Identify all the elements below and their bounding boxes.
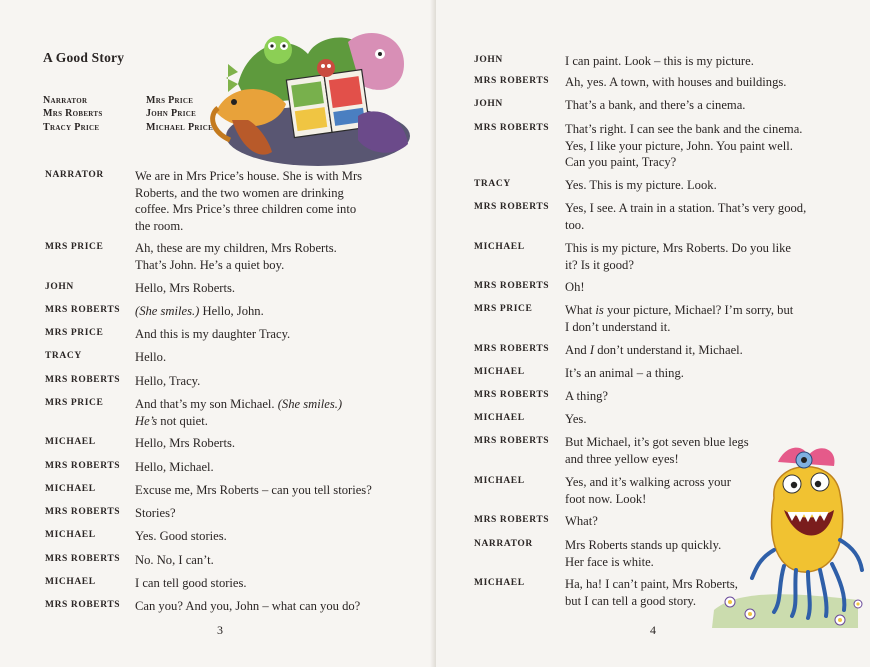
speaker-name: MRS ROBERTS: [45, 461, 121, 471]
line-text: And this is my daughter Tracy.: [135, 327, 291, 341]
line-text: Can you? And you, John – what can you do?: [135, 599, 361, 613]
text-row: [135, 413, 415, 430]
text-row: [135, 396, 415, 413]
line-text: I can paint. Look – this is my picture.: [565, 54, 754, 68]
speaker-name: MRS ROBERTS: [45, 600, 121, 610]
text-row: Yes, and it’s walking across your: [565, 475, 731, 489]
text-segment: your picture, Michael? I’m sorry, but: [603, 303, 794, 317]
text-row: Yes, I like your picture, John. You paint well.: [565, 138, 793, 153]
line-text: No. No, I can’t.: [135, 553, 214, 567]
text-row: Mrs Roberts stands up quickly.: [565, 538, 722, 552]
text-row: That’s John. He’s a quiet boy.: [135, 257, 285, 272]
line-text: [565, 302, 840, 335]
speaker-name: MICHAEL: [45, 484, 96, 494]
text-row: [565, 302, 840, 319]
speaker-name: MRS ROBERTS: [474, 515, 550, 525]
page-number: 4: [650, 623, 656, 637]
line-text: A thing?: [565, 389, 609, 403]
speaker-name: MICHAEL: [45, 437, 96, 447]
text-row: it? Is it good?: [565, 257, 634, 272]
speaker-name: MRS ROBERTS: [474, 281, 550, 291]
text-row: Yes, I see. A train in a station. That’s very good,: [565, 201, 807, 215]
text-segment: And that’s my son Michael.: [135, 397, 275, 411]
cast-name: John Price: [146, 108, 197, 120]
line-text: Ah, yes. A town, with houses and buildings.: [565, 75, 787, 89]
line-text: That’s a bank, and there’s a cinema.: [565, 98, 746, 112]
speaker-name: MRS ROBERTS: [45, 375, 121, 385]
cast-name: Mrs Price: [146, 95, 194, 106]
speaker-name: MRS PRICE: [45, 242, 104, 252]
text-row: Roberts, and the two women are drinking: [135, 185, 344, 200]
speaker-name: MRS ROBERTS: [474, 76, 550, 86]
cast-name: Narrator: [43, 95, 88, 106]
speaker-name: JOHN: [474, 55, 503, 65]
text-segment: What: [565, 303, 596, 317]
text-row: too.: [565, 217, 585, 232]
line-text: Hello, Mrs Roberts.: [135, 436, 236, 450]
speaker-name: JOHN: [45, 282, 74, 292]
line-text: Hello, Tracy.: [135, 374, 201, 388]
speaker-name: TRACY: [45, 351, 82, 361]
text-row: the room.: [135, 218, 184, 233]
text-row: but I can tell a good story.: [565, 593, 697, 608]
text-row: I don’t understand it.: [565, 319, 671, 334]
line-text: What?: [565, 514, 598, 528]
cast-name: Tracy Price: [43, 121, 100, 133]
speaker-name: MICHAEL: [474, 578, 525, 588]
speaker-name: MRS ROBERTS: [474, 436, 550, 446]
line-text: Hello, Mrs Roberts.: [135, 281, 236, 295]
text-segment: not quiet.: [157, 413, 208, 428]
speaker-name: MICHAEL: [45, 577, 96, 587]
line-text: Hello, Michael.: [135, 460, 214, 474]
line-text: Yes.: [565, 412, 587, 426]
line-text: [135, 240, 415, 273]
page-number: 3: [217, 623, 223, 637]
speaker-name: MRS ROBERTS: [474, 390, 550, 400]
text-row: Hello, John.: [202, 304, 264, 318]
line-text: [135, 168, 415, 234]
line-text: Stories?: [135, 506, 176, 520]
line-text: Hello.: [135, 350, 167, 364]
line-text: Excuse me, Mrs Roberts – can you tell stories?: [135, 483, 372, 497]
text-row: coffee. Mrs Price’s three children come into: [135, 202, 357, 217]
line-text: It’s an animal – a thing.: [565, 366, 684, 380]
text-segment: is: [595, 303, 604, 317]
speaker-name: NARRATOR: [45, 170, 104, 180]
speaker-name: MRS ROBERTS: [45, 554, 121, 564]
speaker-name: MICHAEL: [45, 530, 96, 540]
line-text: Yes. Good stories.: [135, 529, 227, 543]
text-row: Ha, ha! I can’t paint, Mrs Roberts,: [565, 577, 738, 591]
cast-name: Michael Price: [146, 121, 214, 133]
line-text: [565, 121, 840, 171]
text-row: But Michael, it’s got seven blue legs: [565, 435, 749, 449]
speaker-name: MRS ROBERTS: [474, 344, 550, 354]
text-segment: don’t understand it, Michael.: [594, 343, 743, 357]
text-row: This is my picture, Mrs Roberts. Do you like: [565, 241, 791, 255]
text-row: We are in Mrs Price’s house. She is with Mrs: [135, 169, 363, 183]
speaker-name: MICHAEL: [474, 367, 525, 377]
speaker-name: MICHAEL: [474, 476, 525, 486]
speaker-name: MICHAEL: [474, 413, 525, 423]
text-row: and three yellow eyes!: [565, 451, 679, 466]
yellow-monster-illustration: [708, 440, 870, 630]
line-text: [565, 240, 840, 273]
line-text: I can tell good stories.: [135, 576, 247, 590]
speaker-name: MICHAEL: [474, 242, 525, 252]
speaker-name: TRACY: [474, 179, 511, 189]
monsters-reading-illustration: [208, 24, 414, 166]
speaker-name: MRS PRICE: [45, 398, 104, 408]
line-text: [135, 396, 415, 429]
line-text: Yes. This is my picture. Look.: [565, 178, 717, 192]
text-segment: And: [565, 343, 590, 357]
text-segment: He’s: [135, 413, 158, 428]
stage-direction: (She smiles.): [135, 304, 200, 318]
text-row: foot now. Look!: [565, 491, 647, 506]
line-text: [135, 303, 415, 320]
cast-list-column-1: [43, 94, 103, 134]
line-text: [565, 342, 840, 359]
speaker-name: MRS ROBERTS: [474, 202, 550, 212]
text-row: Can you paint, Tracy?: [565, 155, 677, 170]
speaker-name: MRS PRICE: [45, 328, 104, 338]
speaker-name: MRS ROBERTS: [474, 123, 550, 133]
speaker-name: MRS ROBERTS: [45, 507, 121, 517]
speaker-name: NARRATOR: [474, 539, 533, 549]
line-text: Oh!: [565, 280, 585, 294]
speaker-name: MRS ROBERTS: [45, 305, 121, 315]
line-text: [565, 200, 840, 233]
cast-name: Mrs Roberts: [43, 108, 103, 120]
cast-list-column-2: [146, 94, 213, 134]
stage-direction: (She smiles.): [277, 397, 343, 411]
text-row: Her face is white.: [565, 554, 654, 569]
speaker-name: MRS PRICE: [474, 304, 533, 314]
text-row: Ah, these are my children, Mrs Roberts.: [135, 241, 337, 255]
text-row: That’s right. I can see the bank and the cinema.: [565, 122, 803, 136]
text-segment: I: [589, 343, 595, 357]
right-page: [436, 0, 870, 667]
speaker-name: JOHN: [474, 99, 503, 109]
story-title: A Good Story: [43, 50, 125, 65]
